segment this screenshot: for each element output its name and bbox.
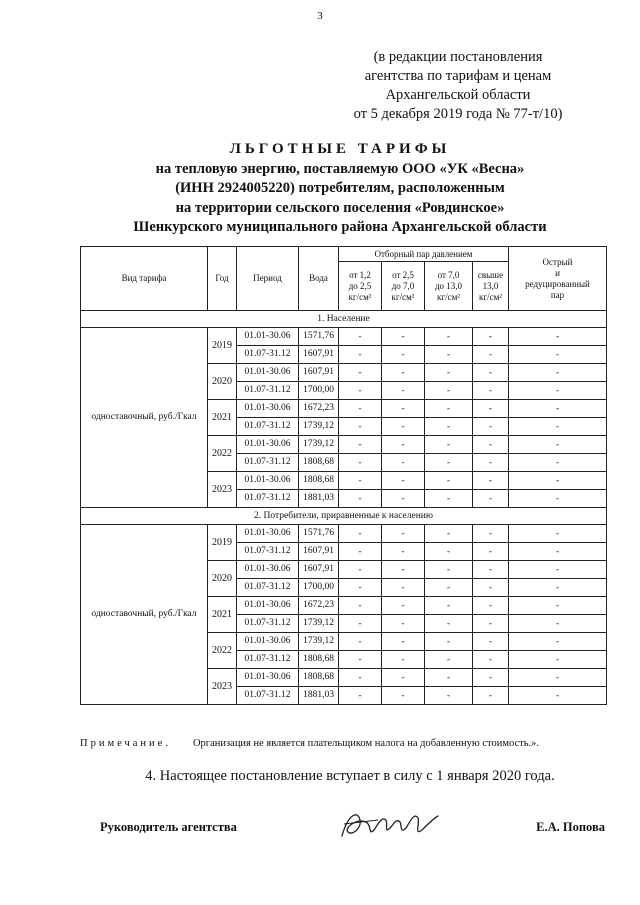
sharp-cell: - bbox=[509, 472, 607, 490]
p2-cell: - bbox=[382, 454, 425, 472]
p2-cell: - bbox=[382, 472, 425, 490]
period-cell: 01.07-31.12 bbox=[237, 687, 299, 705]
p1-cell: - bbox=[339, 561, 382, 579]
p1-cell: - bbox=[339, 454, 382, 472]
p4-cell: - bbox=[473, 669, 509, 687]
p4-cell: - bbox=[473, 472, 509, 490]
sharp-cell: - bbox=[509, 669, 607, 687]
header-pressure-2-line: до 7,0 bbox=[391, 280, 415, 291]
p1-cell: - bbox=[339, 328, 382, 346]
p3-cell: - bbox=[425, 382, 473, 400]
header-sharp-steam bbox=[509, 247, 607, 311]
period-cell: 01.07-31.12 bbox=[237, 454, 299, 472]
water-cell: 1607,91 bbox=[299, 364, 339, 382]
p1-cell: - bbox=[339, 346, 382, 364]
p4-cell: - bbox=[473, 436, 509, 454]
p2-cell: - bbox=[382, 436, 425, 454]
effective-date-paragraph: 4. Настоящее постановление вступает в силу с 1 января 2020 года. bbox=[145, 768, 555, 784]
header-year: Год bbox=[208, 247, 237, 311]
year-cell: 2020 bbox=[208, 364, 237, 400]
p3-cell: - bbox=[425, 436, 473, 454]
p1-cell: - bbox=[339, 615, 382, 633]
tariff-type-cell: одноставочный, руб./Гкал bbox=[81, 328, 208, 508]
period-cell: 01.07-31.12 bbox=[237, 418, 299, 436]
p2-cell: - bbox=[382, 597, 425, 615]
period-cell: 01.01-30.06 bbox=[237, 561, 299, 579]
p1-cell: - bbox=[339, 669, 382, 687]
period-cell: 01.01-30.06 bbox=[237, 364, 299, 382]
redaction-note bbox=[338, 48, 578, 124]
year-cell: 2020 bbox=[208, 561, 237, 597]
period-cell: 01.07-31.12 bbox=[237, 615, 299, 633]
p3-cell: - bbox=[425, 525, 473, 543]
p1-cell: - bbox=[339, 382, 382, 400]
header-sharp-steam-line: и bbox=[555, 267, 560, 278]
p2-cell: - bbox=[382, 615, 425, 633]
sharp-cell: - bbox=[509, 454, 607, 472]
note-text: Организация не является плательщиком налога на добавленную стоимость.». bbox=[192, 738, 540, 749]
header-pressure-1-line: от 1,2 bbox=[349, 269, 371, 280]
handwritten-signature bbox=[338, 806, 443, 844]
tariff-table bbox=[80, 246, 607, 705]
period-cell: 01.01-30.06 bbox=[237, 400, 299, 418]
header-pressure-4-line: свыше bbox=[477, 269, 504, 280]
sharp-cell: - bbox=[509, 543, 607, 561]
p2-cell: - bbox=[382, 382, 425, 400]
p3-cell: - bbox=[425, 543, 473, 561]
p3-cell: - bbox=[425, 669, 473, 687]
p2-cell: - bbox=[382, 561, 425, 579]
water-cell: 1571,76 bbox=[299, 328, 339, 346]
water-cell: 1739,12 bbox=[299, 615, 339, 633]
header-pressure-3-line: от 7,0 bbox=[437, 269, 460, 280]
signature-block bbox=[100, 820, 605, 850]
section-title: 2. Потребители, приравненные к населению bbox=[81, 508, 607, 525]
p4-cell: - bbox=[473, 633, 509, 651]
p4-cell: - bbox=[473, 382, 509, 400]
header-water: Вода bbox=[299, 247, 339, 311]
p2-cell: - bbox=[382, 490, 425, 508]
water-cell: 1808,68 bbox=[299, 472, 339, 490]
p3-cell: - bbox=[425, 561, 473, 579]
sharp-cell: - bbox=[509, 597, 607, 615]
p3-cell: - bbox=[425, 579, 473, 597]
p1-cell: - bbox=[339, 579, 382, 597]
sharp-cell: - bbox=[509, 364, 607, 382]
sharp-cell: - bbox=[509, 561, 607, 579]
water-cell: 1808,68 bbox=[299, 454, 339, 472]
period-cell: 01.01-30.06 bbox=[237, 436, 299, 454]
water-cell: 1808,68 bbox=[299, 669, 339, 687]
p2-cell: - bbox=[382, 328, 425, 346]
water-cell: 1881,03 bbox=[299, 687, 339, 705]
period-cell: 01.01-30.06 bbox=[237, 597, 299, 615]
period-cell: 01.07-31.12 bbox=[237, 651, 299, 669]
p4-cell: - bbox=[473, 615, 509, 633]
note-label: Примечание. bbox=[80, 738, 171, 749]
header-sharp-steam-line: Острый bbox=[542, 256, 573, 267]
sharp-cell: - bbox=[509, 490, 607, 508]
sharp-cell: - bbox=[509, 436, 607, 454]
p2-cell: - bbox=[382, 651, 425, 669]
title-heading: ЛЬГОТНЫЕ ТАРИФЫ bbox=[229, 141, 451, 157]
p2-cell: - bbox=[382, 400, 425, 418]
p4-cell: - bbox=[473, 543, 509, 561]
p2-cell: - bbox=[382, 346, 425, 364]
p2-cell: - bbox=[382, 633, 425, 651]
tariff-table-wrapper bbox=[80, 246, 607, 705]
sharp-cell: - bbox=[509, 400, 607, 418]
header-steam-group: Отборный пар давлением bbox=[339, 247, 509, 262]
p4-cell: - bbox=[473, 364, 509, 382]
period-cell: 01.01-30.06 bbox=[237, 328, 299, 346]
sharp-cell: - bbox=[509, 615, 607, 633]
p4-cell: - bbox=[473, 579, 509, 597]
period-cell: 01.01-30.06 bbox=[237, 633, 299, 651]
p1-cell: - bbox=[339, 687, 382, 705]
p3-cell: - bbox=[425, 454, 473, 472]
p3-cell: - bbox=[425, 687, 473, 705]
p4-cell: - bbox=[473, 687, 509, 705]
sharp-cell: - bbox=[509, 382, 607, 400]
year-cell: 2019 bbox=[208, 328, 237, 364]
header-pressure-4-line: 13,0 bbox=[482, 280, 499, 291]
p3-cell: - bbox=[425, 597, 473, 615]
section-row bbox=[81, 508, 607, 525]
period-cell: 01.01-30.06 bbox=[237, 472, 299, 490]
header-pressure-3-line: кг/см² bbox=[437, 291, 460, 302]
p4-cell: - bbox=[473, 346, 509, 364]
header-pressure-3 bbox=[425, 262, 473, 311]
redaction-line: Архангельской области bbox=[385, 87, 531, 103]
period-cell: 01.07-31.12 bbox=[237, 382, 299, 400]
header-row bbox=[81, 247, 607, 262]
p1-cell: - bbox=[339, 651, 382, 669]
table-row bbox=[81, 328, 607, 346]
header-pressure-1-line: до 2,5 bbox=[348, 280, 372, 291]
title-line: на территории сельского поселения «Ровдинское» bbox=[175, 199, 505, 216]
sharp-cell: - bbox=[509, 633, 607, 651]
p2-cell: - bbox=[382, 579, 425, 597]
p3-cell: - bbox=[425, 615, 473, 633]
year-cell: 2022 bbox=[208, 436, 237, 472]
p3-cell: - bbox=[425, 490, 473, 508]
p2-cell: - bbox=[382, 364, 425, 382]
p3-cell: - bbox=[425, 633, 473, 651]
water-cell: 1672,23 bbox=[299, 400, 339, 418]
header-period: Период bbox=[237, 247, 299, 311]
p2-cell: - bbox=[382, 687, 425, 705]
year-cell: 2023 bbox=[208, 669, 237, 705]
page-number: 3 bbox=[317, 10, 323, 22]
signatory-name: Е.А. Попова bbox=[536, 820, 605, 834]
signatory-role: Руководитель агентства bbox=[100, 820, 237, 834]
sharp-cell: - bbox=[509, 418, 607, 436]
header-pressure-2 bbox=[382, 262, 425, 311]
title-line: (ИНН 2924005220) потребителям, расположенным bbox=[175, 180, 505, 196]
period-cell: 01.07-31.12 bbox=[237, 490, 299, 508]
p1-cell: - bbox=[339, 472, 382, 490]
water-cell: 1607,91 bbox=[299, 543, 339, 561]
p1-cell: - bbox=[339, 633, 382, 651]
water-cell: 1672,23 bbox=[299, 597, 339, 615]
water-cell: 1739,12 bbox=[299, 633, 339, 651]
water-cell: 1607,91 bbox=[299, 346, 339, 364]
tariff-type-cell: одноставочный, руб./Гкал bbox=[81, 525, 208, 705]
sharp-cell: - bbox=[509, 579, 607, 597]
period-cell: 01.07-31.12 bbox=[237, 346, 299, 364]
water-cell: 1700,00 bbox=[299, 382, 339, 400]
header-pressure-4-line: кг/см² bbox=[479, 291, 502, 302]
water-cell: 1881,03 bbox=[299, 490, 339, 508]
sharp-cell: - bbox=[509, 346, 607, 364]
p3-cell: - bbox=[425, 346, 473, 364]
p1-cell: - bbox=[339, 543, 382, 561]
p4-cell: - bbox=[473, 490, 509, 508]
p1-cell: - bbox=[339, 490, 382, 508]
p4-cell: - bbox=[473, 651, 509, 669]
header-pressure-3-line: до 13,0 bbox=[434, 280, 463, 291]
p3-cell: - bbox=[425, 418, 473, 436]
period-cell: 01.01-30.06 bbox=[237, 669, 299, 687]
header-pressure-2-line: от 2,5 bbox=[392, 269, 414, 280]
redaction-line: (в редакции постановления bbox=[373, 49, 543, 65]
p1-cell: - bbox=[339, 436, 382, 454]
redaction-line: агентства по тарифам и ценам bbox=[364, 68, 552, 84]
p1-cell: - bbox=[339, 364, 382, 382]
year-cell: 2023 bbox=[208, 472, 237, 508]
sharp-cell: - bbox=[509, 687, 607, 705]
table-row bbox=[81, 525, 607, 543]
p4-cell: - bbox=[473, 400, 509, 418]
year-cell: 2021 bbox=[208, 597, 237, 633]
period-cell: 01.07-31.12 bbox=[237, 543, 299, 561]
redaction-line: от 5 декабря 2019 года № 77-т/10) bbox=[353, 106, 563, 122]
water-cell: 1808,68 bbox=[299, 651, 339, 669]
year-cell: 2021 bbox=[208, 400, 237, 436]
p3-cell: - bbox=[425, 400, 473, 418]
header-pressure-1 bbox=[339, 262, 382, 311]
water-cell: 1571,76 bbox=[299, 525, 339, 543]
header-sharp-steam-line: редуцированный bbox=[525, 278, 590, 289]
p2-cell: - bbox=[382, 669, 425, 687]
p3-cell: - bbox=[425, 364, 473, 382]
period-cell: 01.01-30.06 bbox=[237, 525, 299, 543]
p1-cell: - bbox=[339, 400, 382, 418]
title-line: на тепловую энергию, поставляемую ООО «УК «Весна» bbox=[155, 160, 525, 177]
p4-cell: - bbox=[473, 418, 509, 436]
header-tariff-type: Вид тарифа bbox=[81, 247, 208, 311]
header-pressure-1-line: кг/см² bbox=[348, 291, 372, 302]
p3-cell: - bbox=[425, 651, 473, 669]
year-cell: 2019 bbox=[208, 525, 237, 561]
table-note bbox=[80, 738, 620, 749]
header-pressure-4 bbox=[473, 262, 509, 311]
year-cell: 2022 bbox=[208, 633, 237, 669]
period-cell: 01.07-31.12 bbox=[237, 579, 299, 597]
p3-cell: - bbox=[425, 472, 473, 490]
p1-cell: - bbox=[339, 597, 382, 615]
document-title bbox=[60, 140, 620, 238]
p2-cell: - bbox=[382, 418, 425, 436]
section-title: 1. Население bbox=[81, 311, 607, 328]
header-sharp-steam-line: пар bbox=[550, 289, 565, 300]
p4-cell: - bbox=[473, 454, 509, 472]
p4-cell: - bbox=[473, 525, 509, 543]
section-row bbox=[81, 311, 607, 328]
p4-cell: - bbox=[473, 561, 509, 579]
p2-cell: - bbox=[382, 525, 425, 543]
title-line: Шенкурского муниципального района Архангельской области bbox=[133, 219, 547, 235]
p4-cell: - bbox=[473, 597, 509, 615]
water-cell: 1700,00 bbox=[299, 579, 339, 597]
water-cell: 1739,12 bbox=[299, 418, 339, 436]
p4-cell: - bbox=[473, 328, 509, 346]
p3-cell: - bbox=[425, 328, 473, 346]
sharp-cell: - bbox=[509, 328, 607, 346]
header-pressure-2-line: кг/см² bbox=[391, 291, 415, 302]
sharp-cell: - bbox=[509, 525, 607, 543]
sharp-cell: - bbox=[509, 651, 607, 669]
water-cell: 1739,12 bbox=[299, 436, 339, 454]
p1-cell: - bbox=[339, 418, 382, 436]
water-cell: 1607,91 bbox=[299, 561, 339, 579]
p1-cell: - bbox=[339, 525, 382, 543]
p2-cell: - bbox=[382, 543, 425, 561]
